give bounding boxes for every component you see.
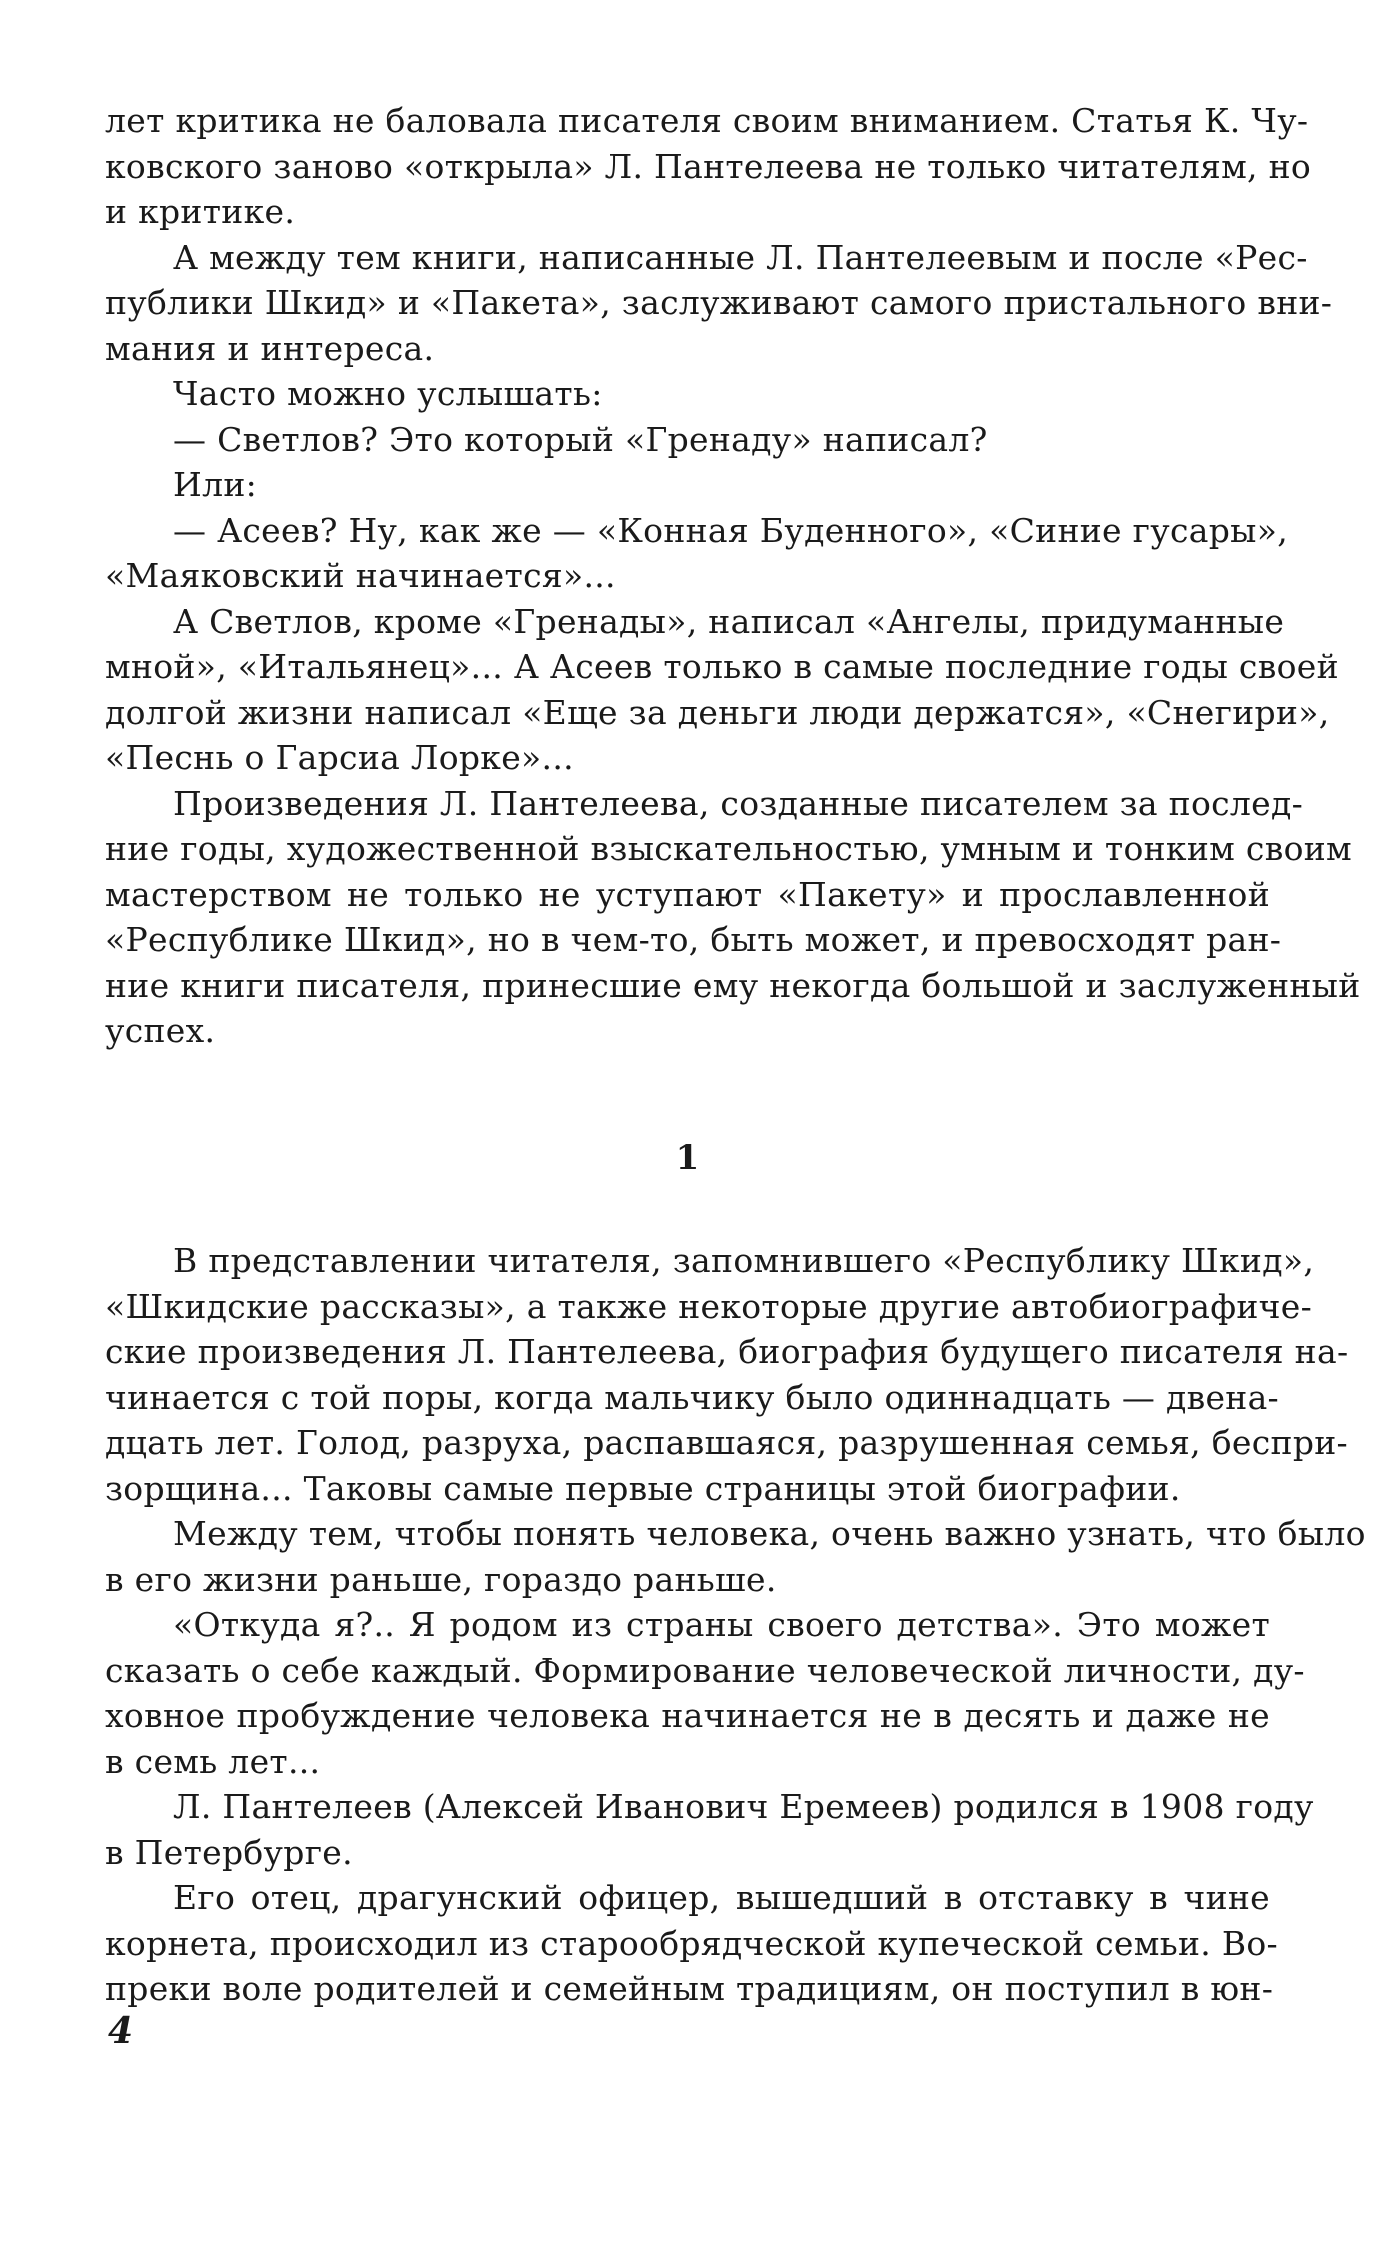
text-line: и критике. [105, 192, 296, 231]
text-line: А между тем книги, написанные Л. Пантелеевым и после «Рес- [173, 237, 1308, 277]
text-line: «Республике Шкид», но в чем-то, быть может, и превосходят ран- [105, 920, 1282, 959]
text-line: мастерством не только не уступают «Пакету» и прославленной [105, 874, 1270, 914]
text-block-section-1 [105, 1238, 1366, 2012]
text-line: в его жизни раньше, гораздо раньше. [105, 1559, 777, 1599]
text-block-intro [105, 98, 1361, 1054]
text-line: Его отец, драгунский офицер, вышедший в отставку в чине [173, 1878, 1270, 1917]
text-line: «Маяковский начинается»... [105, 556, 616, 595]
text-line: мания и интереса. [105, 328, 435, 368]
text-line: долгой жизни написал «Еще за деньги люди держатся», «Снегири», [105, 692, 1330, 732]
section-number: 1 [675, 1138, 700, 1178]
page-number: 4 [108, 2010, 134, 2052]
text-line: ские произведения Л. Пантелеева, биография будущего писателя на- [105, 1332, 1349, 1371]
text-line: Между тем, чтобы понять человека, очень важно узнать, что было [173, 1514, 1366, 1553]
text-line: ковского заново «открыла» Л. Пантелеева не только читателям, но [105, 146, 1312, 186]
text-line: Часто можно услышать: [173, 374, 603, 413]
text-line: дцать лет. Голод, разруха, распавшаяся, разрушенная семья, беспри- [105, 1423, 1348, 1462]
text-line: ние годы, художественной взыскательностью, умным и тонким своим [105, 829, 1353, 868]
text-line: сказать о себе каждый. Формирование человеческой личности, ду- [105, 1650, 1305, 1690]
text-line: публики Шкид» и «Пакета», заслуживают самого пристального вни- [105, 283, 1333, 322]
text-line: мной», «Итальянец»... А Асеев только в самые последние годы своей [105, 647, 1339, 686]
text-line: «Песнь о Гарсиа Лорке»... [105, 738, 574, 777]
text-line: А Светлов, кроме «Гренады», написал «Ангелы, придуманные [173, 601, 1285, 641]
page [105, 98, 1366, 2008]
text-line: Или: [173, 465, 258, 504]
text-line: — Светлов? Это который «Гренаду» написал? [173, 419, 988, 459]
text-line: Л. Пантелеев (Алексей Иванович Еремеев) родился в 1908 году [173, 1787, 1314, 1826]
text-line: «Шкидские рассказы», а также некоторые другие автобиографиче- [105, 1286, 1313, 1326]
text-line: Произведения Л. Пантелеева, созданные писателем за послед- [173, 783, 1304, 823]
text-line: успех. [105, 1011, 216, 1050]
text-line: в семь лет... [105, 1741, 321, 1781]
text-line: ховное пробуждение человека начинается не в десять и даже не [105, 1696, 1270, 1735]
text-line: — Асеев? Ну, как же — «Конная Буденного», «Синие гусары», [173, 510, 1288, 550]
text-line: В представлении читателя, запомнившего «Республику Шкид», [173, 1241, 1315, 1280]
text-line: чинается с той поры, когда мальчику было одиннадцать — двена- [105, 1377, 1280, 1417]
text-line: ние книги писателя, принесшие ему некогда большой и заслуженный [105, 965, 1361, 1005]
text-line: корнета, происходил из старообрядческой купеческой семьи. Во- [105, 1923, 1279, 1963]
text-line: преки воле родителей и семейным традициям, он поступил в юн- [105, 1969, 1274, 2008]
text-line: в Петербурге. [105, 1832, 353, 1872]
text-line: зорщина... Таковы самые первые страницы этой биографии. [105, 1468, 1181, 1508]
text-line: «Откуда я?.. Я родом из страны своего детства». Это может [173, 1605, 1270, 1644]
text-line: лет критика не баловала писателя своим вниманием. Статья К. Чу- [105, 101, 1309, 140]
